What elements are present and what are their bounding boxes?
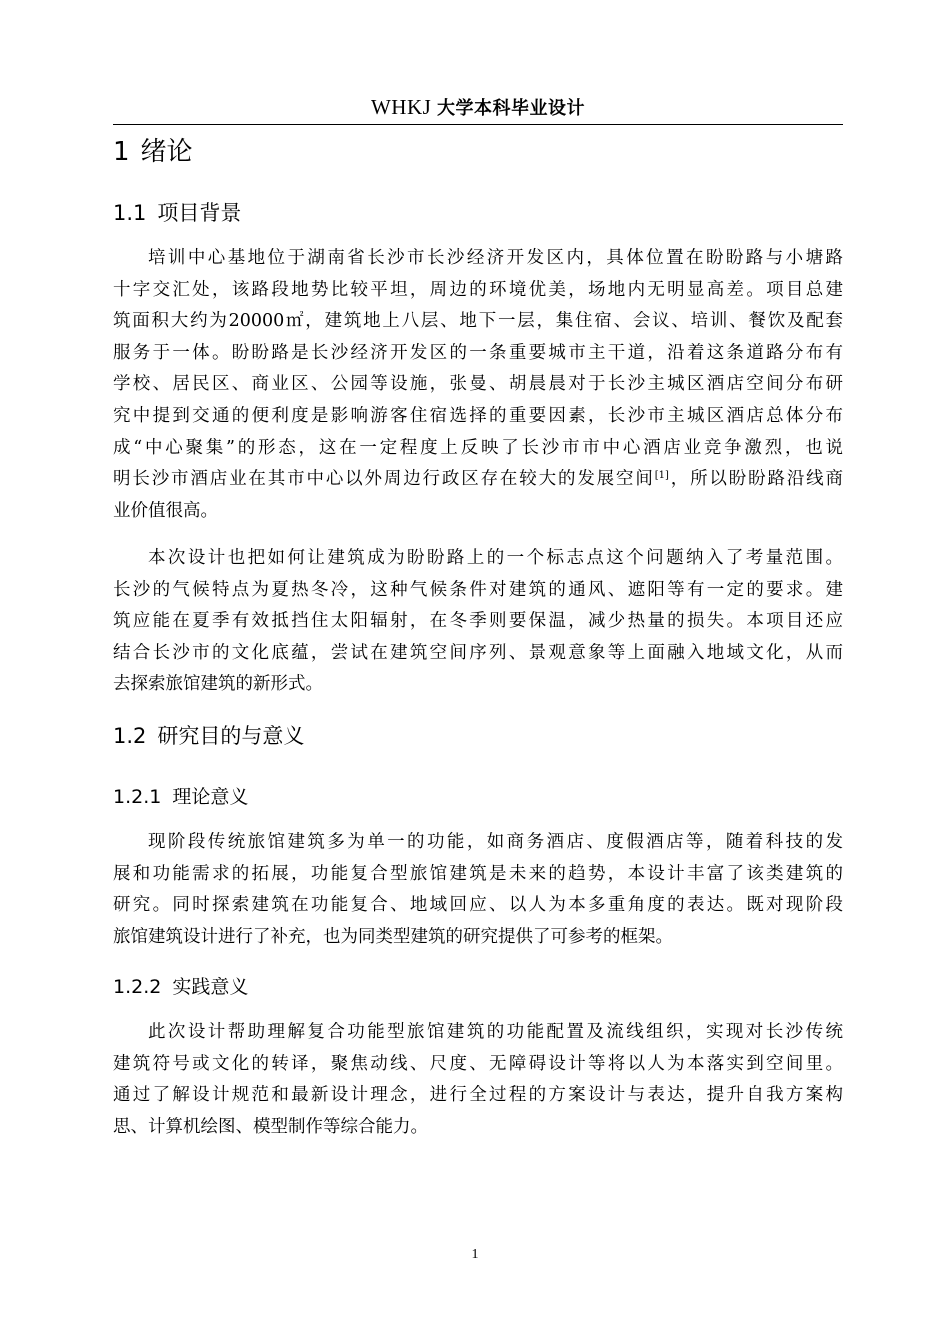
- subsection-title: 理论意义: [172, 786, 249, 808]
- paragraph-line: 培训中心基地位于湖南省长沙市长沙经济开发区内，具体位置在盼盼路与小塘路: [148, 248, 843, 268]
- paragraph-line: 学校、居民区、商业区、公园等设施，张曼、胡晨晨对于长沙主城区酒店空间分布研: [113, 374, 843, 395]
- paragraph-line: 旅馆建筑设计进行了补充，也为同类型建筑的研究提供了可参考的框架。: [113, 926, 673, 947]
- paragraph-line: 展和功能需求的拓展，功能复合型旅馆建筑是未来的趋势，本设计丰富了该类建筑的: [113, 863, 843, 884]
- body-paragraph: [113, 827, 843, 953]
- subsection-heading-1-2-1: [113, 782, 248, 812]
- paragraph-line: 结合长沙市的文化底蕴，尝试在建筑空间序列、景观意象等上面融入地域文化，从而: [113, 642, 843, 663]
- paragraph-line: 现阶段传统旅馆建筑多为单一的功能，如商务酒店、度假酒店等，随着科技的发: [148, 832, 843, 852]
- page-number: 1: [471, 1247, 479, 1262]
- paragraph-line: 通过了解设计规范和最新设计理念，进行全过程的方案设计与表达，提升自我方案构: [113, 1085, 843, 1106]
- citation-marker: [1]: [654, 470, 669, 482]
- paragraph-line: 去探索旅馆建筑的新形式。: [113, 674, 323, 695]
- paragraph-line: 研究。同时探索建筑在功能复合、地域回应、以人为本多重角度的表达。既对现阶段: [113, 895, 843, 916]
- paragraph-line: 服务于一体。盼盼路是长沙经济开发区的一条重要城市主干道，沿着这条道路分布有: [113, 342, 843, 363]
- paragraph-line: 筑应能在夏季有效抵挡住太阳辐射，在冬季则要保温，减少热量的损失。本项目还应: [113, 611, 843, 632]
- subsection-heading-1-2-2: [113, 972, 248, 1002]
- paragraph-line-tail: ，所以盼盼路沿线商: [668, 469, 844, 490]
- subsection-number: 1.2.1: [113, 786, 162, 808]
- section-heading-1-2: [113, 720, 304, 752]
- paragraph-line: 长沙的气候特点为夏热冬冷，这种气候条件对建筑的通风、遮阳等有一定的要求。建: [113, 579, 843, 600]
- paragraph-line: 本次设计也把如何让建筑成为盼盼路上的一个标志点这个问题纳入了考量范围。: [148, 548, 843, 568]
- paragraph-line: 此次设计帮助理解复合功能型旅馆建筑的功能配置及流线组织，实现对长沙传统: [148, 1022, 843, 1042]
- chapter-title: 绪论: [140, 137, 193, 167]
- subsection-title: 实践意义: [172, 976, 249, 998]
- page-header: [113, 92, 843, 125]
- paragraph-line: 成“中心聚集”的形态，这在一定程度上反映了长沙市市中心酒店业竞争激烈，也说: [113, 437, 843, 458]
- body-paragraph: [113, 243, 843, 527]
- chapter-heading: [113, 133, 193, 171]
- section-number: 1.1: [113, 201, 147, 225]
- section-heading-1-1: [113, 197, 241, 229]
- chapter-number: 1: [113, 137, 130, 167]
- paragraph-line: 思、计算机绘图、模型制作等综合能力。: [113, 1116, 428, 1137]
- paragraph-line: 究中提到交通的便利度是影响游客住宿选择的重要因素，长沙市主城区酒店总体分布: [113, 405, 843, 426]
- paragraph-line: 筑面积大约为20000㎡，建筑地上八层、地下一层，集住宿、会议、培训、餐饮及配套: [113, 311, 843, 332]
- subsection-number: 1.2.2: [113, 976, 162, 998]
- body-paragraph: [113, 1017, 843, 1143]
- paragraph-line: 十字交汇处，该路段地势比较平坦，周边的环境优美，场地内无明显高差。项目总建: [113, 279, 843, 300]
- paragraph-line-text: 明长沙市酒店业在其市中心以外周边行政区存在较大的发展空间: [113, 469, 655, 490]
- section-title: 项目背景: [157, 201, 242, 225]
- section-title: 研究目的与意义: [157, 724, 305, 748]
- header-school-code: WHKJ: [370, 95, 432, 119]
- paragraph-line-with-citation: [113, 464, 843, 496]
- body-paragraph: [113, 543, 843, 701]
- paragraph-line: 业价值很高。: [113, 500, 218, 521]
- section-number: 1.2: [113, 724, 147, 748]
- header-title: 大学本科毕业设计: [437, 98, 586, 119]
- paragraph-line: 建筑符号或文化的转译，聚焦动线、尺度、无障碍设计等将以人为本落实到空间里。: [113, 1053, 843, 1074]
